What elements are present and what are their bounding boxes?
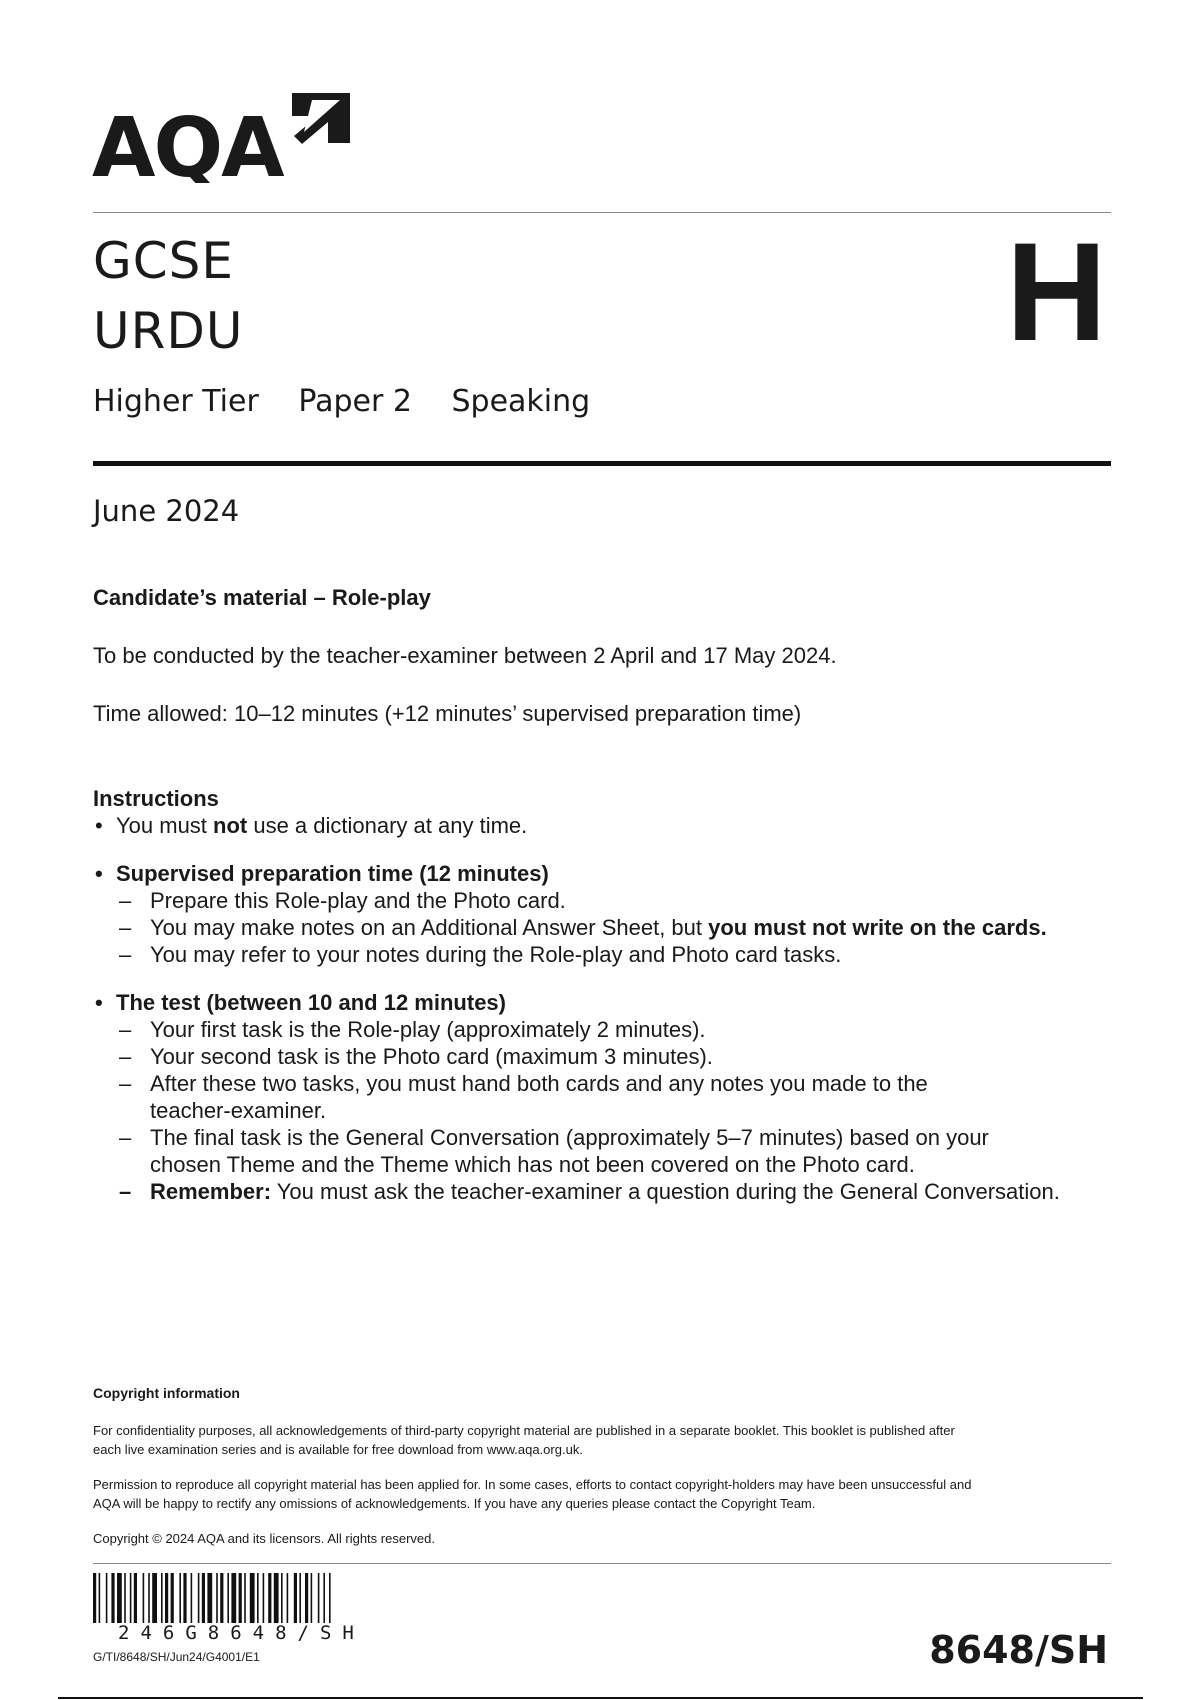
sub-item-continuation: teacher-examiner. — [150, 1098, 327, 1123]
instruction-item: • You must not use a dictionary at any time. — [95, 813, 528, 838]
page-bottom-rule — [58, 1697, 1143, 1699]
svg-text:AQA: AQA — [92, 101, 283, 183]
sub-item: – After these two tasks, you must hand both cards and any notes you made to the — [119, 1071, 928, 1096]
preparation-group — [93, 860, 1113, 968]
time-allowed: Time allowed: 10–12 minutes (+12 minutes’ supervised preparation time) — [93, 701, 802, 726]
reference-code: G/TI/8648/SH/Jun24/G4001/E1 — [93, 1650, 260, 1664]
sub-item: – The final task is the General Conversation (approximately 5–7 minutes) based on your — [119, 1125, 989, 1150]
barcode-number: 246G8648/SH — [118, 1622, 365, 1644]
copyright-paragraph: For confidentiality purposes, all acknowledgements of third-party copyright material are published in a separate booklet. This booklet is published after each live examination series and is available for free download from www.aqa.org.uk. — [93, 1423, 955, 1457]
bullet-icon: • — [95, 861, 103, 886]
sub-item: – Your first task is the Role-play (approximately 2 minutes). — [119, 1017, 706, 1042]
instructions — [93, 785, 1113, 1205]
bullet-icon: • — [95, 813, 103, 838]
sub-item: – You may refer to your notes during the Role-play and Photo card tasks. — [119, 942, 842, 967]
copyright-paragraph: Permission to reproduce all copyright material has been applied for. In some cases, efforts to contact copyright-holders may have been unsuccessful and AQA will be happy to rectify any omissions of acknowledgements. If you have any queries please contact the Copyright Team. — [93, 1477, 972, 1511]
test-group — [93, 989, 1113, 1205]
header-divider — [93, 212, 1111, 213]
component-label: Speaking — [451, 384, 591, 419]
qualification-level: GCSE — [93, 232, 234, 290]
footer-divider — [93, 1563, 1111, 1564]
tier-label: Higher Tier — [93, 384, 259, 419]
copyright-heading: Copyright information — [93, 1385, 240, 1401]
paper-label: Paper 2 — [298, 384, 412, 419]
sub-item: – Prepare this Role-play and the Photo card. — [119, 888, 566, 913]
material-title: Candidate’s material – Role-play — [93, 585, 431, 610]
title-divider — [93, 461, 1111, 466]
sub-item: – Remember: You must ask the teacher-examiner a question during the General Conversation. — [119, 1179, 1060, 1204]
barcode — [93, 1573, 445, 1623]
aqa-logo — [92, 88, 352, 183]
instructions-heading: Instructions — [93, 786, 219, 811]
sub-item-continuation: chosen Theme and the Theme which has not been covered on the Photo card. — [150, 1152, 915, 1177]
copyright-notice: Copyright © 2024 AQA and its licensors. All rights reserved. — [93, 1531, 435, 1546]
instruction-item: • The test (between 10 and 12 minutes) — [95, 990, 506, 1015]
subject-name: URDU — [93, 302, 244, 360]
paper-code: 8648/SH — [929, 1628, 1108, 1672]
sub-item: – You may make notes on an Additional Answer Sheet, but you must not write on the cards. — [119, 915, 1047, 940]
tier-letter: H — [1005, 213, 1107, 370]
sub-item: – Your second task is the Photo card (maximum 3 minutes). — [119, 1044, 713, 1069]
instruction-item: • Supervised preparation time (12 minutes) — [95, 861, 549, 886]
tier-paper-line — [93, 384, 620, 419]
conduct-window: To be conducted by the teacher-examiner between 2 April and 17 May 2024. — [93, 643, 837, 668]
exam-session: June 2024 — [93, 494, 240, 528]
bullet-icon: • — [95, 990, 103, 1015]
